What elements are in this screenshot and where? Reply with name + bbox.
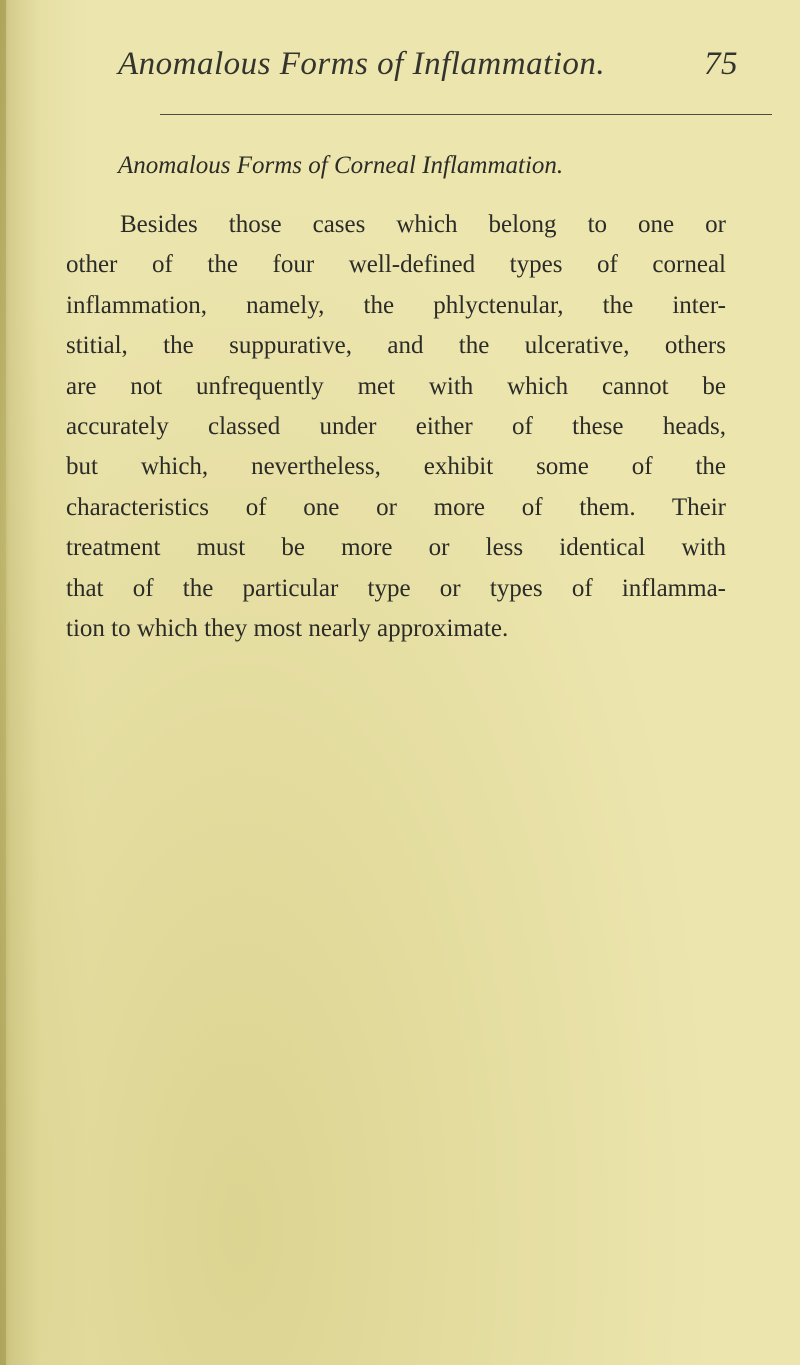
page-number: 75	[704, 46, 738, 82]
paragraph-line: stitial, the suppurative, and the ulcerative, others	[66, 332, 726, 360]
paragraph-line: tion to which they most nearly approximate.	[66, 615, 509, 643]
paragraph-line: treatment must be more or less identical with	[66, 534, 726, 562]
paragraph-line: other of the four well-defined types of corneal	[66, 251, 726, 279]
body-paragraph	[66, 205, 726, 649]
paragraph-line: inflammation, namely, the phlyctenular, the inter-	[66, 291, 726, 319]
page-binding-edge	[0, 0, 6, 1365]
header-rule	[160, 114, 772, 115]
running-head-title: Anomalous Forms of Inflammation.	[118, 46, 606, 82]
paragraph-line: are not unfrequently met with which cannot be	[66, 372, 726, 400]
paragraph-line: accurately classed under either of these heads,	[66, 413, 726, 441]
running-head	[118, 46, 778, 83]
paragraph-line: that of the particular type or types of inflamma-	[66, 574, 726, 602]
section-title: Anomalous Forms of Corneal Inflammation.	[118, 152, 564, 179]
paragraph-line: characteristics of one or more of them. Their	[66, 493, 726, 521]
paragraph-line: Besides those cases which belong to one or	[120, 211, 726, 238]
paragraph-line: but which, nevertheless, exhibit some of the	[66, 453, 726, 481]
